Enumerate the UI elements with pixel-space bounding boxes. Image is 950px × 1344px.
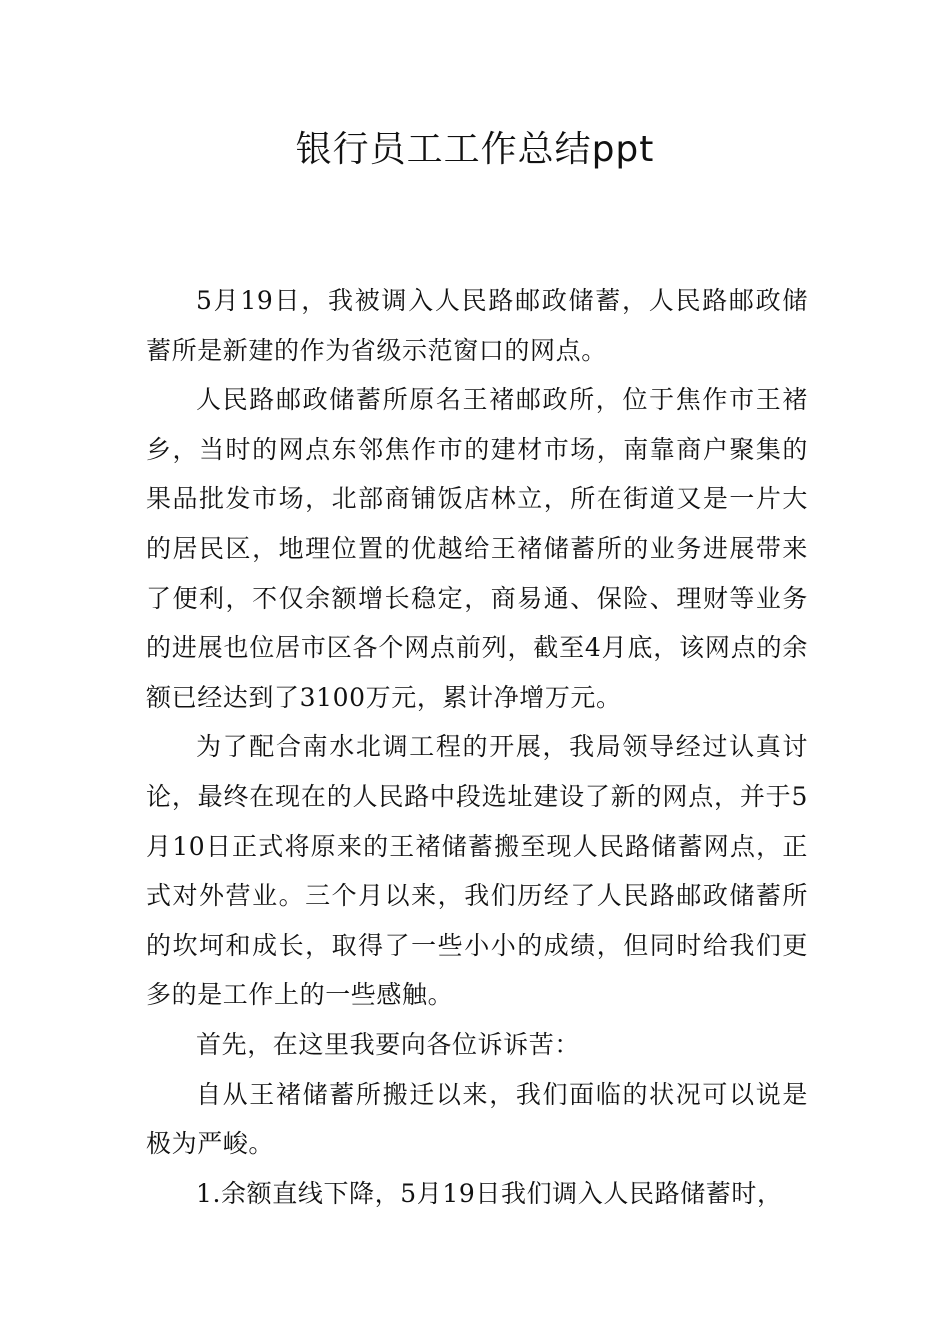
paragraph-6: 1.余额直线下降，5月19日我们调入人民路储蓄时， <box>196 1178 783 1208</box>
paragraph-5: 自从王褚储蓄所搬迁以来，我们面临的状况可以说是极为严峻。 <box>146 1079 808 1159</box>
paragraph-4: 首先，在这里我要向各位诉诉苦： <box>196 1029 581 1059</box>
document-body <box>146 276 808 1218</box>
document-title: 银行员工工作总结ppt <box>295 129 655 170</box>
paragraph-1: 5月19日，我被调入人民路邮政储蓄，人民路邮政储蓄所是新建的作为省级示范窗口的网点。 <box>146 286 808 365</box>
paragraph-2: 人民路邮政储蓄所原名王褚邮政所，位于焦作市王褚乡，当时的网点东邻焦作市的建材市场，南靠商户聚集的果品批发市场，北部商铺饭店林立，所在街道又是一片大的居民区，地理位置的优越给王褚储蓄所的业务进展带来了便利，不仅余额增长稳定，商易通、保险、理财等业务的进展也位居市区各个网点前列，截至4月底，该网点的余额已经达到了3100万元，累计净增万元。 <box>146 385 808 712</box>
paragraph-3: 为了配合南水北调工程的开展，我局领导经过认真讨论，最终在现在的人民路中段选址建设了新的网点，并于5月10日正式将原来的王褚储蓄搬至现人民路储蓄网点，正式对外营业。三个月以来，我们历经了人民路邮政储蓄所的坎坷和成长，取得了一些小小的成绩，但同时给我们更多的是工作上的一些感触。 <box>146 732 808 1010</box>
